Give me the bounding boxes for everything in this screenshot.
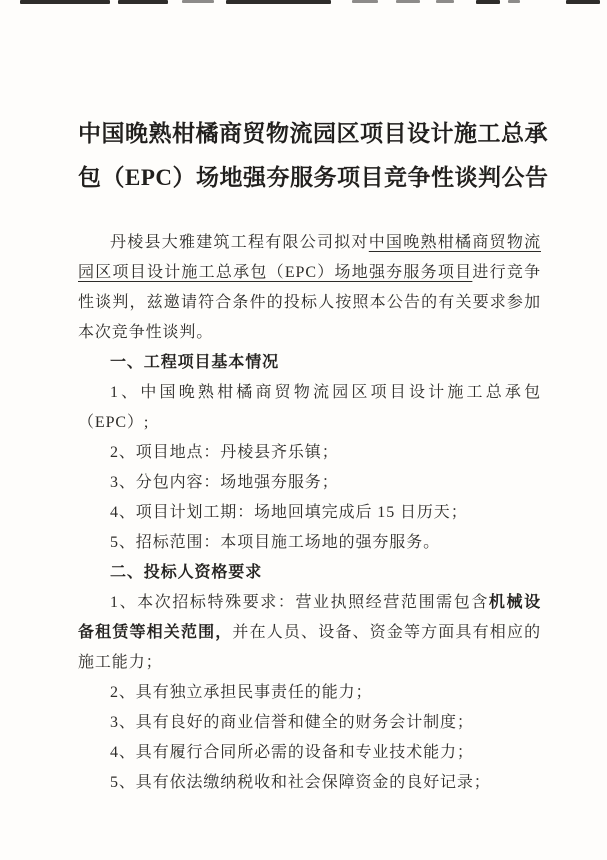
section1-item-schedule: 4、项目计划工期：场地回填完成后 15 日历天； [110, 504, 468, 521]
section2-item-tax-record: 5、具有依法缴纳税收和社会保障资金的良好记录； [110, 774, 491, 791]
text-segment-normal: 1、本次招标特殊要求：营业执照经营范围需包含 [110, 594, 489, 611]
section2-item-equipment-capability: 4、具有履行合同所必需的设备和专业技术能力； [110, 744, 474, 761]
intro-paragraph [78, 228, 541, 348]
text-segment-normal: 丹棱县大雅建筑工程有限公司拟对 [110, 234, 369, 251]
section2-heading: 二、投标人资格要求 [110, 564, 263, 581]
scan-artifact-line [0, 0, 607, 5]
section1-heading: 一、工程项目基本情况 [110, 354, 280, 371]
text-segment-bold: 机械设备租赁等相关范围， [78, 594, 541, 641]
document-content [78, 112, 549, 798]
document-title-line2: 包（EPC）场地强夯服务项目竞争性谈判公告 [78, 165, 549, 190]
section1-item-scope: 5、招标范围：本项目施工场地的强夯服务。 [110, 534, 441, 551]
section1-item-location: 2、项目地点：丹棱县齐乐镇； [110, 444, 339, 461]
section2-item-credit-finance: 3、具有良好的商业信誉和健全的财务会计制度； [110, 714, 474, 731]
document-title-line1: 中国晚熟柑橘商贸物流园区项目设计施工总承 [78, 121, 548, 146]
document-title [78, 112, 549, 200]
text-segment-normal: 进行竞争性谈判，兹邀请符合条件的投标人按照本公告的有关要求参加本次竞争性谈判。 [78, 264, 541, 341]
text-segment-underline: 中国晚熟柑橘商贸物流园区项目设计施工总承包（EPC）场地强夯服务项目 [78, 234, 541, 281]
section1-item-subcontract-content: 3、分包内容：场地强夯服务； [110, 474, 339, 491]
section2-item-civil-liability: 2、具有独立承担民事责任的能力； [110, 684, 373, 701]
section2-item-special-requirement [78, 588, 541, 678]
section1-item-project-name: 1、中国晚熟柑橘商贸物流园区项目设计施工总承包（EPC）; [78, 384, 541, 431]
text-segment-normal: 并在人员、设备、资金等方面具有相应的施工能力； [78, 624, 541, 671]
